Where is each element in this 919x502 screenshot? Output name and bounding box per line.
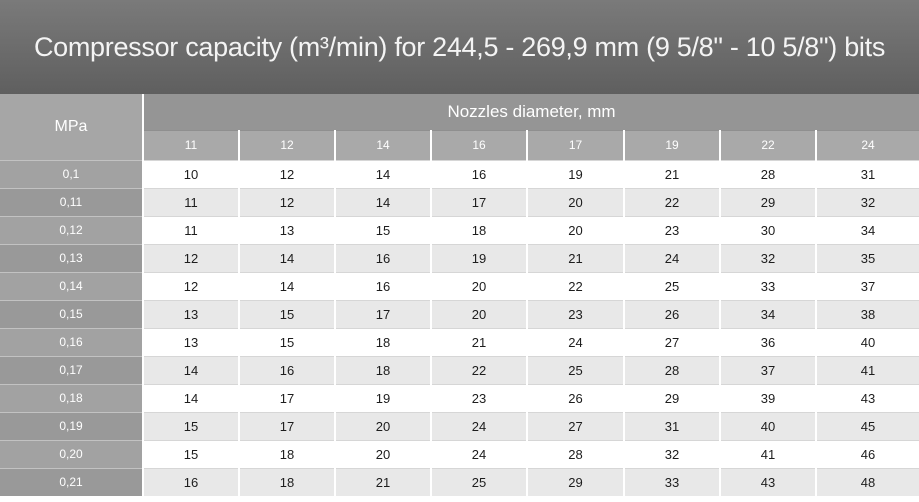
table-cell: 23 [431,384,527,412]
table-cell: 20 [527,188,624,216]
page-title: Compressor capacity (m³/min) for 244,5 - 269,9 mm (9 5/8" - 10 5/8") bits [33,31,886,62]
table-cell: 28 [720,160,816,188]
table-cell: 11 [143,188,239,216]
mpa-column-header: MPa [0,94,143,160]
table-cell: 15 [239,300,335,328]
table-cell: 28 [527,440,624,468]
diameter-column-header: 17 [527,130,624,160]
diameter-column-header: 16 [431,130,527,160]
table-cell: 13 [143,328,239,356]
table-row [0,412,919,440]
table-cell: 41 [720,440,816,468]
capacity-table [0,94,919,496]
table-cell: 35 [816,244,919,272]
table-cell: 20 [335,440,431,468]
table-cell: 27 [527,412,624,440]
table-row [0,188,919,216]
table-cell: 14 [239,272,335,300]
diameter-column-header: 19 [624,130,720,160]
title-bar [0,0,919,94]
table-header-row [0,94,919,130]
table-cell: 22 [431,356,527,384]
nozzles-diameter-header: Nozzles diameter, mm [143,94,919,130]
table-cell: 21 [624,160,720,188]
table-row [0,244,919,272]
mpa-row-label: 0,13 [0,244,143,272]
table-cell: 12 [143,244,239,272]
table-cell: 18 [335,356,431,384]
table-cell: 10 [143,160,239,188]
mpa-row-label: 0,21 [0,468,143,496]
table-cell: 29 [624,384,720,412]
table-cell: 23 [624,216,720,244]
table-cell: 41 [816,356,919,384]
table-row [0,384,919,412]
mpa-row-label: 0,19 [0,412,143,440]
table-cell: 25 [431,468,527,496]
table-cell: 30 [720,216,816,244]
table-cell: 32 [816,188,919,216]
table-cell: 27 [624,328,720,356]
table-body [0,160,919,496]
table-cell: 26 [527,384,624,412]
table-cell: 11 [143,216,239,244]
table-cell: 12 [239,160,335,188]
table-cell: 24 [527,328,624,356]
table-cell: 19 [431,244,527,272]
table-cell: 32 [720,244,816,272]
table-cell: 12 [143,272,239,300]
table-row [0,272,919,300]
table-cell: 31 [624,412,720,440]
diameter-column-header: 12 [239,130,335,160]
table-row [0,300,919,328]
table-cell: 37 [816,272,919,300]
table-cell: 17 [239,412,335,440]
table-cell: 31 [816,160,919,188]
table-cell: 12 [239,188,335,216]
table-row [0,216,919,244]
table-cell: 32 [624,440,720,468]
mpa-row-label: 0,20 [0,440,143,468]
table-cell: 15 [335,216,431,244]
table-cell: 18 [239,440,335,468]
table-cell: 15 [143,412,239,440]
table-cell: 16 [239,356,335,384]
table-cell: 21 [527,244,624,272]
diameter-column-header: 11 [143,130,239,160]
diameter-column-header: 24 [816,130,919,160]
table-cell: 17 [335,300,431,328]
mpa-row-label: 0,18 [0,384,143,412]
table-cell: 40 [720,412,816,440]
table-cell: 14 [143,384,239,412]
table-cell: 20 [431,272,527,300]
table-cell: 45 [816,412,919,440]
table-cell: 36 [720,328,816,356]
table-cell: 20 [335,412,431,440]
table-cell: 18 [239,468,335,496]
table-row [0,468,919,496]
mpa-row-label: 0,15 [0,300,143,328]
table-cell: 39 [720,384,816,412]
table-cell: 26 [624,300,720,328]
table-cell: 25 [624,272,720,300]
table-cell: 28 [624,356,720,384]
table-cell: 17 [239,384,335,412]
table-cell: 40 [816,328,919,356]
table-cell: 20 [527,216,624,244]
table-cell: 21 [431,328,527,356]
table-cell: 29 [527,468,624,496]
table-cell: 24 [624,244,720,272]
table-cell: 20 [431,300,527,328]
mpa-row-label: 0,11 [0,188,143,216]
table-cell: 15 [143,440,239,468]
mpa-row-label: 0,14 [0,272,143,300]
table-cell: 14 [239,244,335,272]
table-cell: 22 [624,188,720,216]
table-row [0,328,919,356]
diameter-column-header: 14 [335,130,431,160]
table-cell: 16 [143,468,239,496]
table-cell: 19 [527,160,624,188]
table-cell: 46 [816,440,919,468]
table-cell: 25 [527,356,624,384]
table-cell: 14 [143,356,239,384]
table-cell: 29 [720,188,816,216]
table-cell: 17 [431,188,527,216]
table-cell: 16 [431,160,527,188]
table-cell: 18 [335,328,431,356]
table-cell: 24 [431,440,527,468]
table-cell: 21 [335,468,431,496]
mpa-row-label: 0,1 [0,160,143,188]
table-cell: 33 [624,468,720,496]
table-cell: 33 [720,272,816,300]
table-row [0,356,919,384]
table-cell: 22 [527,272,624,300]
table-cell: 15 [239,328,335,356]
table-cell: 43 [816,384,919,412]
table-row [0,160,919,188]
mpa-row-label: 0,16 [0,328,143,356]
table-cell: 13 [239,216,335,244]
table-cell: 14 [335,160,431,188]
mpa-row-label: 0,12 [0,216,143,244]
table-cell: 14 [335,188,431,216]
table-cell: 16 [335,272,431,300]
table-cell: 23 [527,300,624,328]
table-cell: 43 [720,468,816,496]
table-cell: 34 [816,216,919,244]
table-row [0,440,919,468]
table-cell: 18 [431,216,527,244]
diameter-column-header: 22 [720,130,816,160]
table-cell: 34 [720,300,816,328]
table-cell: 13 [143,300,239,328]
table-cell: 24 [431,412,527,440]
table-cell: 38 [816,300,919,328]
table-cell: 48 [816,468,919,496]
table-cell: 37 [720,356,816,384]
mpa-row-label: 0,17 [0,356,143,384]
table-cell: 19 [335,384,431,412]
table-cell: 16 [335,244,431,272]
